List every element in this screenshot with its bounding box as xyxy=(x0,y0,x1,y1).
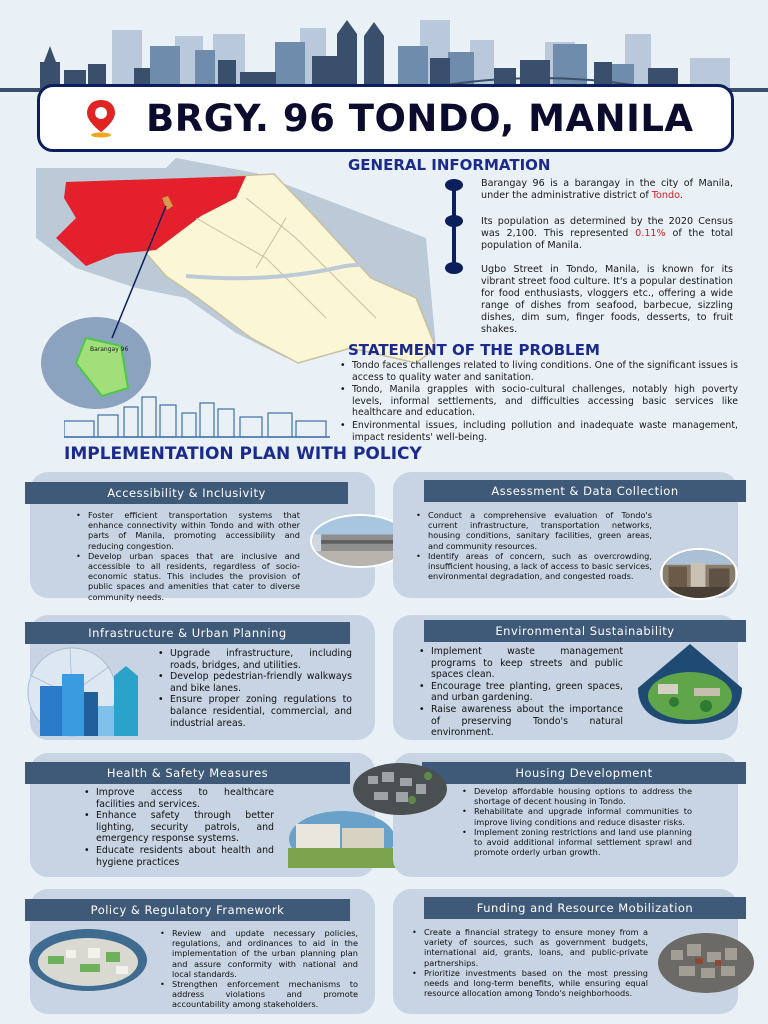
card-header: Accessibility & Inclusivity xyxy=(25,482,348,504)
card-header: Housing Development xyxy=(422,762,746,784)
funding-list xyxy=(410,927,648,998)
title-banner xyxy=(37,84,734,152)
dense-housing-photo xyxy=(657,932,755,994)
card-header: Assessment & Data Collection xyxy=(424,480,746,502)
list-item: • Prioritize investments based on the most pressing needs and long-term benefits, while ensuring equal resource allocation among Tondo's neighborhoods. xyxy=(410,968,648,999)
general-info-paragraph: Ugbo Street in Tondo, Manila, is known for its vibrant street food culture. It's a popular destination for food enthusiasts, vloggers etc., offering a wide range of dishes from seafood, barbecue, sizzling dishes, dim sum, finger foods, desserts, to fruit shakes. xyxy=(481,264,733,335)
card-header: Policy & Regulatory Framework xyxy=(25,899,350,921)
health-list xyxy=(82,787,274,868)
page-title: BRGY. 96 TONDO, MANILA xyxy=(146,96,694,140)
list-item: • Review and update necessary policies, regulations, and ordinances to aid in the implementation of the urban planning plan and assure conformity with national and local standards. xyxy=(158,928,358,979)
list-item: • Conduct a comprehensive evaluation of Tondo's current infrastructure, transportation networks, housing conditions, sanitary facilities, green areas, and community resources. xyxy=(414,510,652,551)
card-header: Funding and Resource Mobilization xyxy=(424,897,746,919)
timeline-dot xyxy=(445,262,463,274)
general-information-heading: GENERAL INFORMATION xyxy=(348,156,551,174)
infrastructure-list xyxy=(156,648,352,729)
list-item: • Educate residents about health and hygiene practices xyxy=(82,845,274,868)
card-header: Infrastructure & Urban Planning xyxy=(25,622,350,644)
policy-list xyxy=(158,928,358,1010)
buildings-illustration xyxy=(10,646,150,738)
list-item: • Implement waste management programs to keep streets and public spaces clean. xyxy=(417,646,623,681)
location-pin-icon xyxy=(84,98,118,138)
list-item: • Upgrade infrastructure, including roads, bridges, and utilities. xyxy=(156,648,352,671)
general-info-paragraph: Its population as determined by the 2020 Census was 2,100. This represented 0.11% of the total population of Manila. xyxy=(481,216,734,251)
timeline-dot xyxy=(445,215,463,227)
list-item: • Identify areas of concern, such as overcrowding, insufficient housing, a lack of access to basic services, environmental degradation, and congested roads. xyxy=(414,551,652,582)
hospital-photo xyxy=(288,810,396,868)
accessibility-list xyxy=(74,510,300,602)
general-info-paragraph: Barangay 96 is a barangay in the city of Manila, under the administrative district of Tondo. xyxy=(481,178,733,201)
list-item: • Develop pedestrian-friendly walkways and bike lanes. xyxy=(156,671,352,694)
list-item: • Enhance safety through better lighting, security patrols, and emergency response systems. xyxy=(82,810,274,845)
aerial-city-photo xyxy=(352,762,448,816)
environment-list xyxy=(417,646,623,739)
list-item: • Ensure proper zoning regulations to balance residential, commercial, and industrial areas. xyxy=(156,694,352,729)
list-item: • Foster efficient transportation systems that enhance connectivity within Tondo and with other parts of Manila, promoting accessibility and reducing congestion. xyxy=(74,510,300,551)
settlement-photo xyxy=(660,548,738,600)
city-outline-illustration xyxy=(64,395,330,439)
problem-list xyxy=(338,360,738,444)
list-item: • Raise awareness about the importance of preserving Tondo's natural environment. xyxy=(417,704,623,739)
list-item: • Implement zoning restrictions and land use planning to avoid additional informal settlement sprawl and promote orderly urban growth. xyxy=(460,827,692,858)
list-item: • Develop urban spaces that are inclusive and accessible to all residents, regardless of socio-economic status. This includes the provision of public spaces and amenities that cater to diverse community needs. xyxy=(74,551,300,602)
list-item: • Strengthen enforcement mechanisms to address violations and promote accountability among stakeholders. xyxy=(158,979,358,1010)
list-item: • Environmental issues, including pollution and inadequate waste management, impact residents' well-being. xyxy=(338,420,738,443)
map-inset-label: Barangay 96 xyxy=(90,346,129,353)
list-item: • Encourage tree planting, green spaces, and urban gardening. xyxy=(417,681,623,704)
assessment-list xyxy=(414,510,652,581)
card-header: Environmental Sustainability xyxy=(424,620,746,642)
implementation-heading: IMPLEMENTATION PLAN WITH POLICY xyxy=(64,444,422,464)
urban-model-photo xyxy=(28,928,148,992)
statement-of-problem-heading: STATEMENT OF THE PROBLEM xyxy=(348,341,600,359)
list-item: • Tondo faces challenges related to living conditions. One of the significant issues is access to quality water and sanitation. xyxy=(338,360,738,383)
green-space-photo xyxy=(636,644,744,726)
housing-list xyxy=(460,786,692,857)
list-item: • Create a financial strategy to ensure money from a variety of sources, such as government budgets, international aid, grants, loans, and public-private partnerships. xyxy=(410,927,648,968)
list-item: • Develop affordable housing options to address the shortage of decent housing in Tondo. xyxy=(460,786,692,806)
list-item: • Rehabilitate and upgrade informal communities to improve living conditions and reduce disaster risks. xyxy=(460,806,692,826)
card-header: Health & Safety Measures xyxy=(25,762,350,784)
list-item: • Tondo, Manila grapples with socio-cultural challenges, notably high poverty levels, informal settlements, and difficulties accessing basic services like healthcare and education. xyxy=(338,384,738,419)
list-item: • Improve access to healthcare facilities and services. xyxy=(82,787,274,810)
timeline-dot xyxy=(445,179,463,191)
